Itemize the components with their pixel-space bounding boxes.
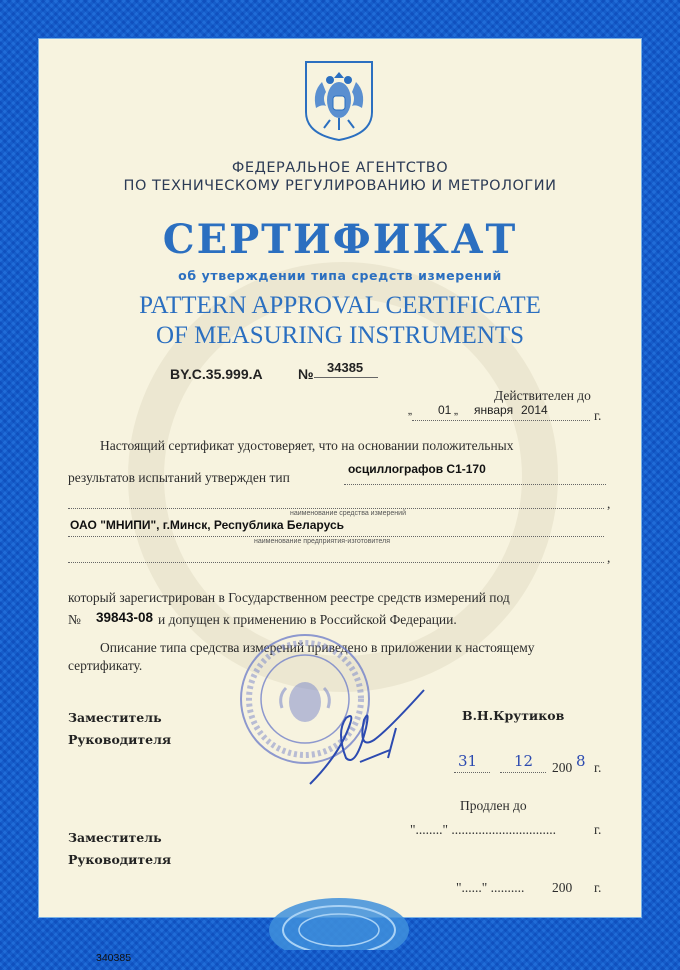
signer2-title-line1: Заместитель — [68, 830, 162, 845]
signer2-date-suffix: г. — [594, 880, 602, 895]
handwritten-signature-icon — [300, 684, 430, 794]
signer1-date-year-prefix: 200 — [552, 760, 573, 775]
statement-line2: результатов испытаний утвержден тип — [68, 470, 290, 485]
signer1-day-line — [454, 772, 490, 773]
signer2-date: "......" .......... — [456, 880, 525, 895]
agency-name-line1: ФЕДЕРАЛЬНОЕ АГЕНТСТВО — [231, 160, 449, 176]
instrument-line1 — [344, 484, 606, 485]
signer2-title-line2: Руководителя — [68, 852, 172, 867]
extended-date-line: "........" ............................... — [410, 822, 557, 837]
instrument-type: осциллографов С1-170 — [348, 462, 486, 476]
english-title-line1: PATTERN APPROVAL CERTIFICATE — [139, 292, 541, 319]
instrument-comma: , — [607, 496, 611, 511]
serial-number: 340385 — [96, 952, 132, 964]
valid-year: 2014 — [521, 403, 548, 417]
signer1-date-day: 31 — [458, 752, 478, 770]
english-title-line2: OF MEASURING INSTRUMENTS — [155, 322, 525, 349]
certificate-subtitle: об утверждении типа средств измерений — [178, 268, 502, 283]
russian-coat-of-arms-icon — [302, 58, 376, 142]
manufacturer-name: ОАО "МНИПИ", г.Минск, Республика Беларусь — [70, 518, 345, 532]
manufacturer-line — [68, 536, 604, 537]
number-underline — [314, 377, 378, 378]
registration-code: BY.C.35.999.A — [170, 366, 263, 382]
valid-until-label: Действителен до — [494, 388, 591, 403]
manufacturer-comma: , — [607, 550, 611, 565]
valid-month: января — [474, 403, 514, 417]
registry-line1: который зарегистрирован в Государственном реестре средств измерений под — [68, 590, 510, 605]
certificate-title: СЕРТИФИКАТ — [162, 216, 518, 263]
extended-until-label: Продлен до — [460, 798, 527, 813]
valid-close-quote: „ — [454, 403, 458, 417]
signer1-month-line — [500, 772, 546, 773]
signer1-date-month: 12 — [514, 752, 534, 770]
number-label: № — [298, 366, 314, 382]
hologram-seal-icon — [266, 890, 412, 950]
registry-number: 39843-08 — [96, 610, 154, 625]
signer1-date-year-digit: 8 — [576, 752, 586, 770]
manufacturer-line2 — [68, 562, 604, 563]
valid-year-suffix: г. — [594, 408, 602, 423]
signer1-name: В.Н.Крутиков — [462, 708, 565, 723]
agency-name-line2: ПО ТЕХНИЧЕСКОМУ РЕГУЛИРОВАНИЮ И МЕТРОЛОГИИ — [123, 178, 557, 194]
valid-date-line — [412, 420, 590, 421]
registry-number-symbol: № — [68, 612, 81, 627]
description-line2: сертификату. — [68, 658, 143, 673]
signer2-year-prefix: 200 — [552, 880, 573, 895]
statement-line1: Настоящий сертификат удостоверяет, что на основании положительных — [100, 438, 514, 453]
signer1-title-line2: Руководителя — [68, 732, 172, 747]
certificate-number: 34385 — [327, 360, 364, 375]
manufacturer-caption: наименование предприятия-изготовителя — [254, 538, 390, 545]
signer1-date-suffix: г. — [594, 760, 602, 775]
description-line1: Описание типа средства измерений приведено в приложении к настоящему — [100, 640, 535, 655]
instrument-line2 — [68, 508, 604, 509]
valid-day: 01 — [438, 403, 452, 417]
extended-date-suffix: г. — [594, 822, 602, 837]
valid-open-quote: „ — [408, 403, 412, 417]
registry-line2: и допущен к применению в Российской Федерации. — [158, 612, 457, 627]
signer1-title-line1: Заместитель — [68, 710, 162, 725]
instrument-caption: наименование средства измерений — [290, 510, 406, 517]
